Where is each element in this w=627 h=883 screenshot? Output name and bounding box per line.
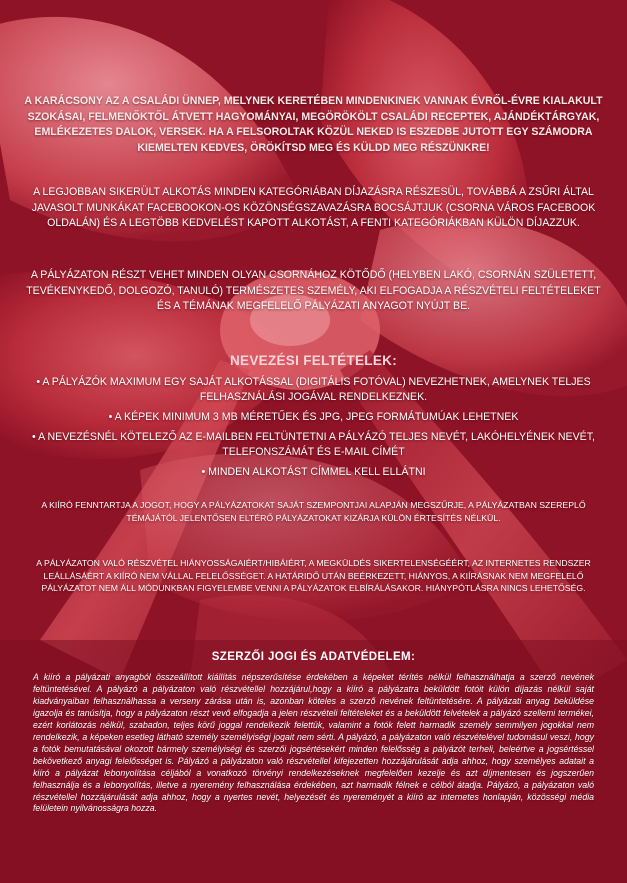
notice-filter: A KIÍRÓ FENNTARTJA A JOGOT, HOGY A PÁLYÁZATOKAT SAJÁT SZEMPONTJAI ALAPJÁN MEGSZŰRJE, A PÁLYÁZATBAN SZEREPLŐ TÉMÁJÁTÓL JELENTŐSEN ELTÉRŐ PÁLYÁZATOKAT KIZÁRJA KÜLÖN ÉRTESÍTÉS NÉLKÜL.: [41, 500, 586, 523]
intro-paragraph-1: A KARÁCSONY AZ A CSALÁDI ÜNNEP, MELYNEK KERETÉBEN MINDENKINEK VANNAK ÉVRŐL-ÉVRE KIALAKULT SZOKÁSAI, FELMENŐKTŐL ÁTVETT HAGYOMÁNYAI, MEGÖRÖKÖLT CSALÁDI RECEPTEK, AJÁNDÉKTÁRGYAK, EMLÉKEZETES DALOK, VERSEK. HA A FELSOROLTAK KÖZÜL NEKED IS ESZEDBE JUTOTT EGY SZÁMODRA KIEMELTEN KEDVES, ÖRÖKÍTSD MEG ÉS KÜLDD MEG RÉSZÜNKRE!: [24, 95, 603, 154]
conditions-list: [20, 375, 607, 484]
condition-item: • A KÉPEK MINIMUM 3 MB MÉRETŰEK ÉS JPG, JPEG FORMÁTUMÚAK LEHETNEK: [108, 410, 519, 423]
condition-item: • A NEVEZÉSNÉL KÖTELEZŐ AZ E-MAILBEN FELTÜNTETNI A PÁLYÁZÓ TELJES NEVÉT, LAKÓHELYÉNEK NEVÉT, TELEFONSZÁMÁT ÉS E-MAIL CÍMÉT: [32, 430, 595, 458]
intro-paragraph-2: A LEGJOBBAN SIKERÜLT ALKOTÁS MINDEN KATEGÓRIÁBAN DÍJAZÁSRA RÉSZESÜL, TOVÁBBÁ A ZSŰRI ÁLTAL JAVASOLT MUNKÁKAT FACEBOOKON-OS KÖZÖNSÉGSZAVAZÁSRA BOCSÁJTJUK (CSORNA VÁROS FACEBOOK OLDALÁN) ÉS A LEGTÖBB KEDVELÉST KAPOTT ALKOTÁST, A FENTI KATEGÓRIÁKBAN KÜLÖN DÍJAZZUK.: [31, 186, 596, 230]
condition-item: • A PÁLYÁZÓK MAXIMUM EGY SAJÁT ALKOTÁSSAL (DIGITÁLIS FOTÓVAL) NEVEZHETNEK, AMELYNEK TELJES FELHASZNÁLÁSI JOGÁVAL RENDELKEZNEK.: [36, 376, 591, 404]
copyright-text: A kiíró a pályázati anyagból összeállított kiállítás népszerűsítése érdekében a képeket térítés nélkül felhasználhatja a szerző nevének feltüntetésével. A pályázó a pályázaton való részvétellel hozzájárul,hogy a kiíró a pályázatra beküldött fotóit külön díjazás nélkül saját kiadványaiban felhasználhassa a verseny zárása után is, azonban köteles a szerző nevének feltüntetésére. A pályázati anyag beküldése igazolja és tanúsítja, hogy a pályázaton részt vevő elfogadja a jelen részvételi feltételeket és a beküldött felvételek a pályázó szellemi termékei, ezért korlátozás nélkül, szabadon, teljes körű joggal rendelkezik felettük, valamint a fotók felett harmadik személy semmilyen jogokkal nem rendelkezik, a képeken esetleg látható személy személyiségi jogait nem sérti. A pályázó, a pályázaton való részvételével tudomásul veszi, hogy a fotók bemutatásával okozott bármely személyiségi és szerzői jogsértésekért minden felelősség a pályázót terheli, beleértve a jogsértéssel bekövetkező anyagi felelősséget is. Pályázó a pályázaton való részvétellel kifejezetten hozzájárulását adja ahhoz, hogy személyes adatait a kiíró a pályázat lebonyolítása céljából a vonatkozó törvényi rendelkezéseknek megfelelően kezelje és azt díjmentesen és jogszerűen felhasználja és a lebonyolítás, illetve a nyeremény felhasználása érdekében, azt harmadik félnek e célból átadja. Pályázó, a pályázaton való részvétellel hozzájárulását adja ahhoz, hogy a nyertes nevét, helyezését és nyereményét a kiíró az internetes honlapján, közösségi média felületein nyilvánosságra hozza.: [33, 672, 594, 814]
condition-item: • MINDEN ALKOTÁST CÍMMEL KELL ELLÁTNI: [201, 465, 426, 478]
intro-paragraph-3: A PÁLYÁZATON RÉSZT VEHET MINDEN OLYAN CSORNÁHOZ KÖTŐDŐ (HELYBEN LAKÓ, CSORNÁN SZÜLETETT, TEVÉKENYKEDŐ, DOLGOZÓ, TANULÓ) TERMÉSZETES SZEMÉLY, AKI ELFOGADJA A RÉSZVÉTELI FELTÉTELEKET ÉS A TÉMÁNAK MEGFELELŐ PÁLYÁZATI ANYAGOT NYÚJT BE.: [26, 269, 601, 313]
notice-liability: A PÁLYÁZATON VALÓ RÉSZVÉTEL HIÁNYOSSÁGAIÉRT/HIBÁIÉRT, A MEGKÜLDÉS SIKERTELENSÉGÉÉRT, AZ INTERNETES RENDSZER LEÁLLÁSÁÉRT A KIÍRÓ NEM VÁLLAL FELELŐSSÉGET. A HATÁRIDŐ UTÁN BEÉRKEZETT, HIÁNYOS, A KIÍRÁSNAK NEM MEGFELELŐ PÁLYÁZATOT NEM ÁLL MÓDUNKBAN FIGYELEMBE VENNI A PÁLYÁZATOK ELBÍRÁLÁSAKOR. HIÁNYPÓTLÁSRA NINCS LEHETŐSÉG.: [36, 558, 591, 594]
copyright-title: SZERZŐI JOGI ÉS ADATVÉDELEM:: [211, 651, 416, 663]
conditions-title: NEVEZÉSI FELTÉTELEK:: [229, 353, 397, 368]
